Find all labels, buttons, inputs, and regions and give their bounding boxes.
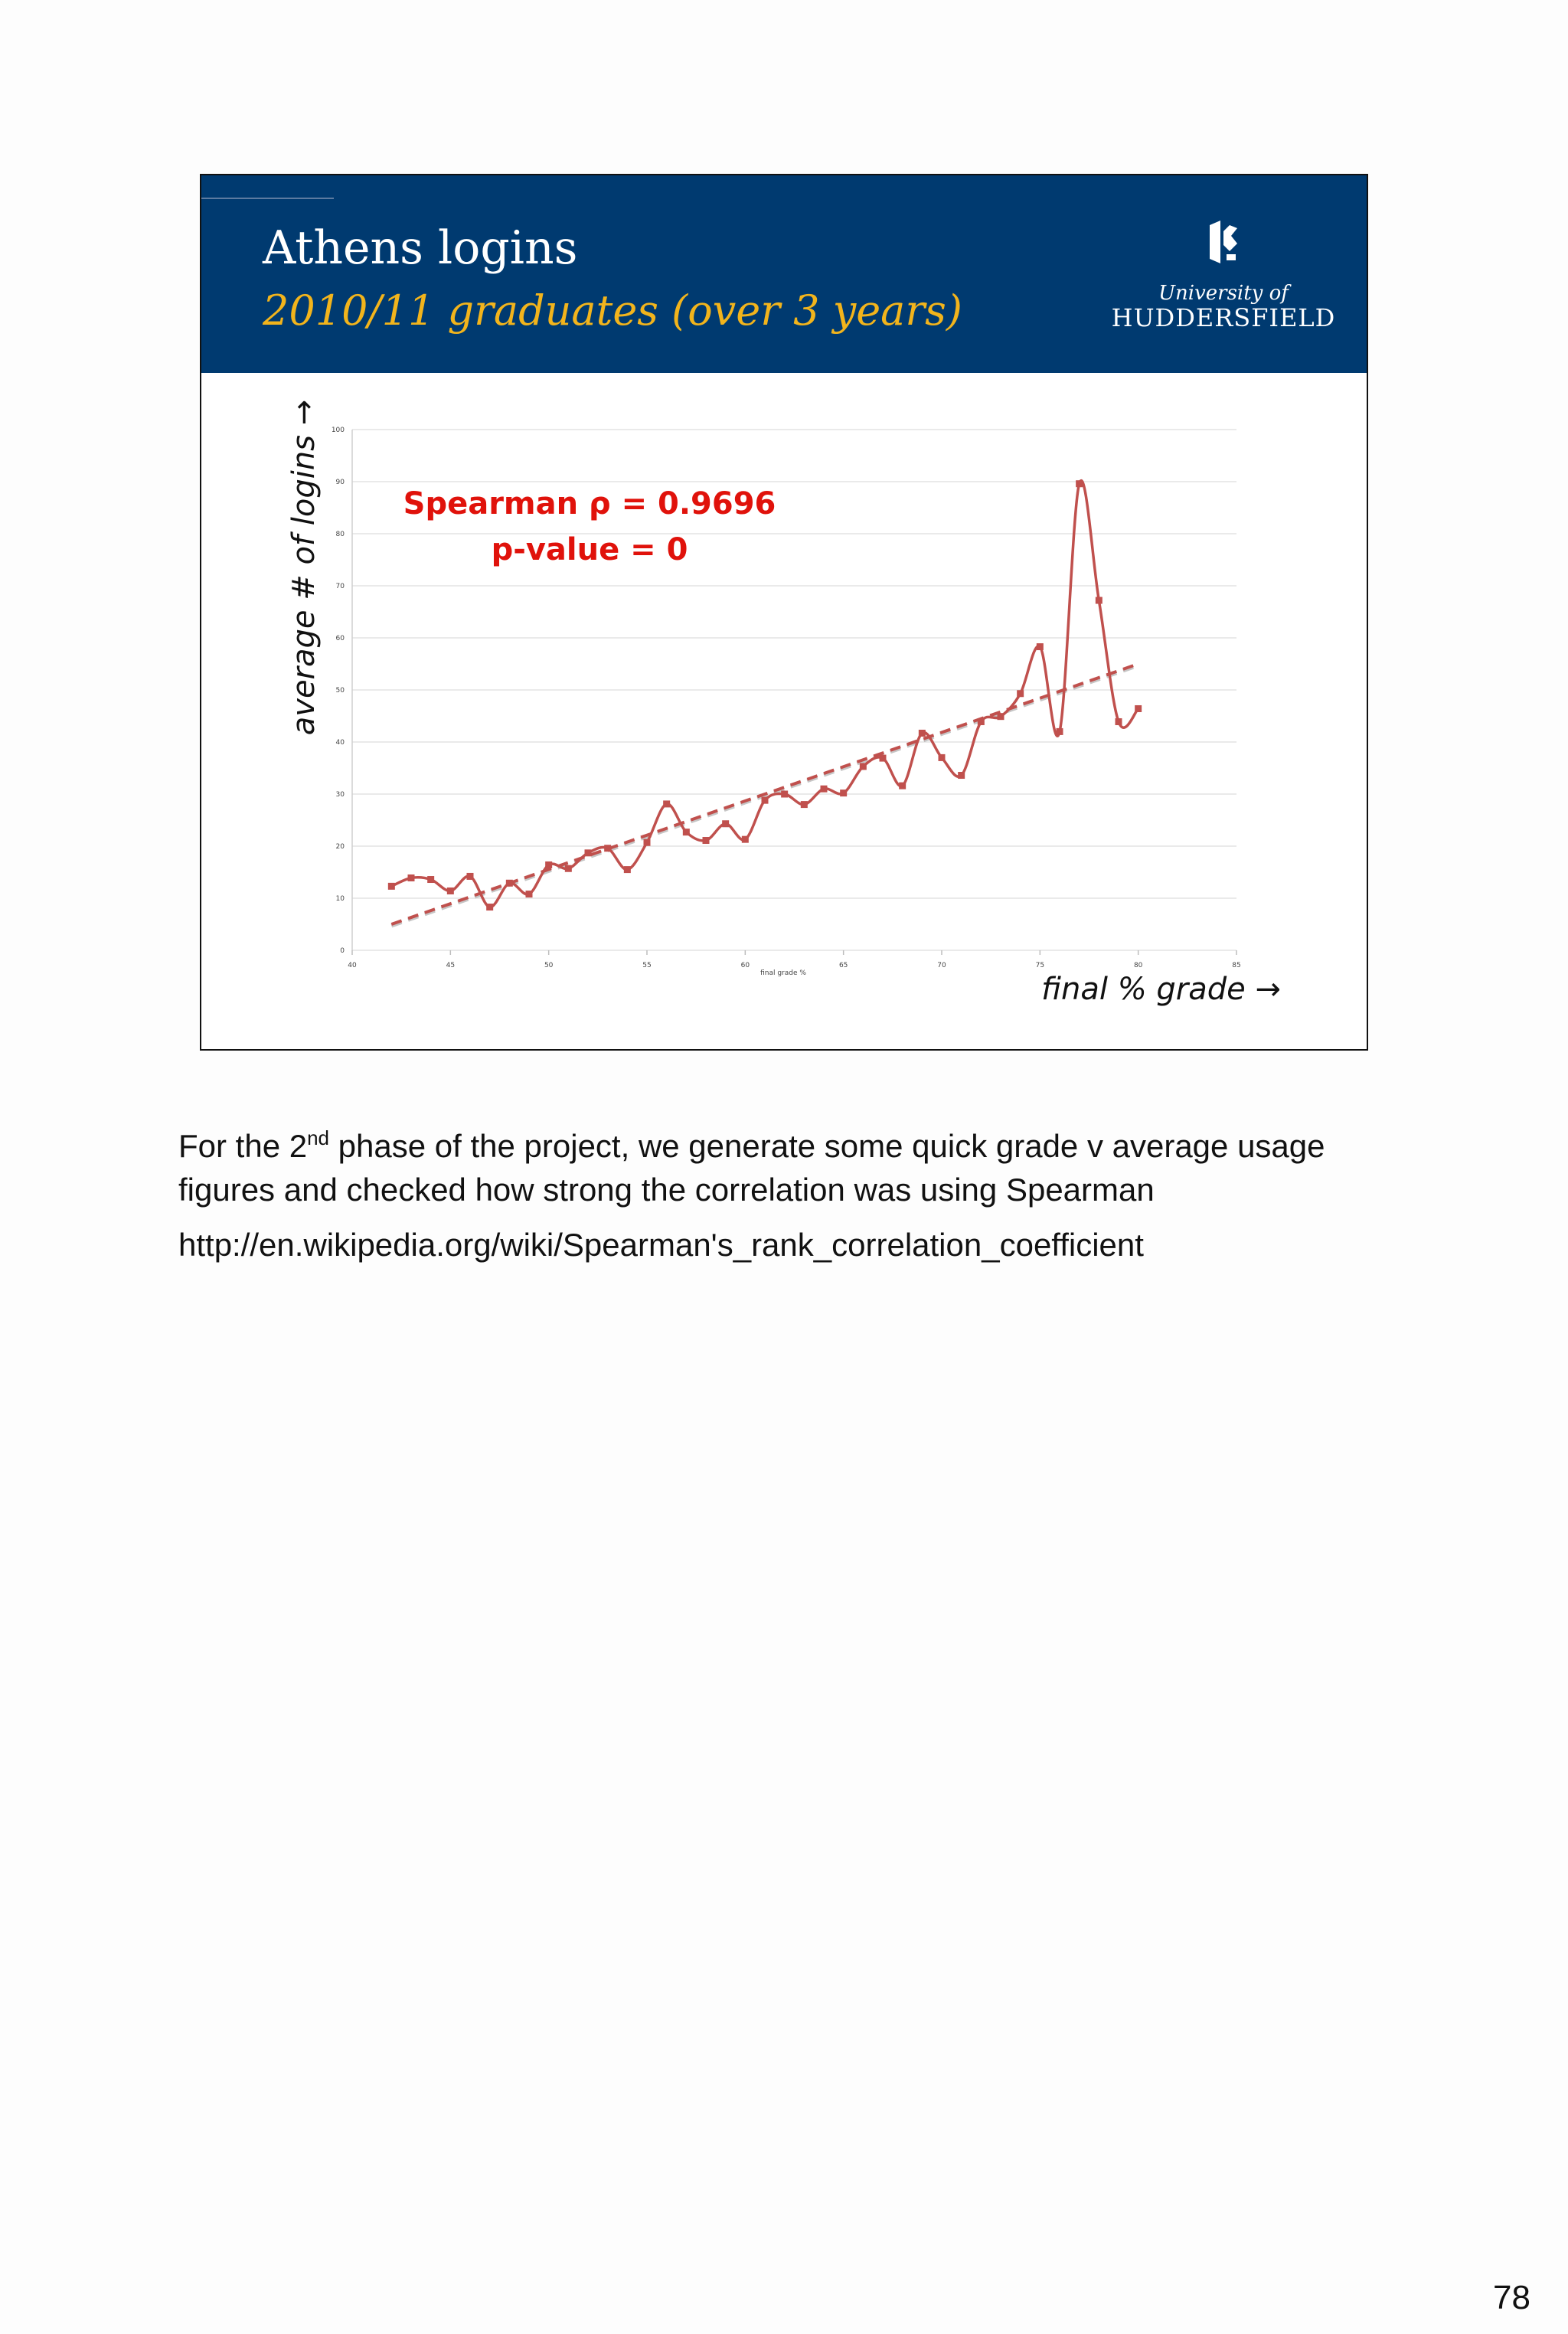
- data-point: [1096, 597, 1102, 604]
- data-point: [604, 845, 611, 852]
- data-point: [447, 888, 454, 894]
- data-point: [388, 883, 395, 890]
- logins-vs-grade-chart: [201, 175, 1367, 1049]
- trendline-layer: [391, 664, 1138, 926]
- data-point: [899, 783, 906, 789]
- page-number: 78: [1493, 2279, 1530, 2316]
- y-tick-label: 70: [335, 583, 345, 590]
- data-point: [722, 820, 729, 827]
- data-point: [762, 797, 769, 804]
- y-tick-label: 20: [335, 843, 345, 851]
- data-point: [427, 876, 434, 883]
- data-point: [663, 800, 670, 807]
- x-tick-label: 60: [740, 962, 750, 969]
- data-point: [1076, 480, 1083, 487]
- data-point: [998, 713, 1004, 720]
- data-point: [939, 754, 946, 761]
- slide-subtitle: 2010/11 graduates (over 3 years): [263, 286, 962, 335]
- notes-superscript: nd: [307, 1126, 330, 1149]
- spearman-annotation: Spearman ρ = 0.9696: [403, 486, 776, 521]
- data-point: [408, 874, 415, 881]
- x-tick-label: 45: [446, 962, 456, 969]
- x-axis-small-label: final grade %: [760, 969, 806, 977]
- data-point: [526, 891, 533, 897]
- logo-text-huddersfield: HUDDERSFIELD: [1111, 303, 1336, 332]
- logo-text-university-of: University of: [1158, 282, 1289, 305]
- x-tick-label: 55: [642, 962, 652, 969]
- data-point: [703, 837, 710, 844]
- y-tick-label: 90: [335, 479, 345, 486]
- x-tick-label: 40: [348, 962, 357, 969]
- data-point: [1057, 728, 1063, 735]
- notes-text-end: phase of the project, we generate some quick grade v average usage figures and checked how strong the correlation was using Spearman: [178, 1128, 1325, 1208]
- data-point: [585, 849, 592, 856]
- y-tick-label: 60: [335, 635, 345, 642]
- notes-paragraph: [178, 1116, 1419, 1211]
- data-point: [1135, 705, 1142, 712]
- x-tick-label: 70: [937, 962, 946, 969]
- data-point: [880, 755, 887, 762]
- data-point: [801, 801, 808, 808]
- y-tick-label: 40: [335, 739, 345, 747]
- data-point: [978, 718, 985, 725]
- data-point: [919, 730, 926, 737]
- data-point: [624, 866, 631, 873]
- data-point: [644, 839, 651, 846]
- data-point: [781, 791, 788, 798]
- notes-text-start: For the 2: [178, 1128, 308, 1164]
- y-tick-label: 50: [335, 687, 345, 695]
- x-tick-label: 85: [1232, 962, 1241, 969]
- wikipedia-link[interactable]: http://en.wikipedia.org/wiki/Spearman's_rank_correlation_coefficient: [178, 1227, 1144, 1263]
- x-tick-label: 80: [1133, 962, 1143, 969]
- data-point: [486, 904, 493, 910]
- y-tick-label: 100: [331, 427, 345, 434]
- data-point: [840, 789, 847, 796]
- x-tick-label: 50: [544, 962, 554, 969]
- data-point: [742, 836, 749, 843]
- data-point: [958, 772, 965, 779]
- data-point: [683, 829, 690, 835]
- speaker-notes: [178, 1116, 1419, 1267]
- slide: [200, 174, 1368, 1051]
- p-value-annotation: p-value = 0: [491, 532, 688, 567]
- y-tick-label: 80: [335, 531, 345, 538]
- y-tick-label: 30: [335, 791, 345, 799]
- data-point: [821, 786, 828, 793]
- data-point: [860, 763, 867, 770]
- y-axis-label: average # of logins →: [286, 399, 322, 736]
- data-point: [545, 861, 552, 868]
- data-point: [1116, 718, 1122, 725]
- x-axis-label: final % grade →: [1041, 972, 1281, 1007]
- data-point: [1037, 643, 1044, 650]
- data-point: [467, 873, 474, 880]
- slide-title: Athens logins: [263, 221, 578, 275]
- x-tick-label: 75: [1035, 962, 1045, 969]
- data-point: [1017, 690, 1024, 697]
- y-tick-label: 0: [340, 947, 345, 955]
- data-point: [565, 865, 572, 872]
- data-point: [506, 880, 513, 887]
- x-tick-label: 65: [838, 962, 848, 969]
- y-tick-label: 10: [335, 895, 345, 903]
